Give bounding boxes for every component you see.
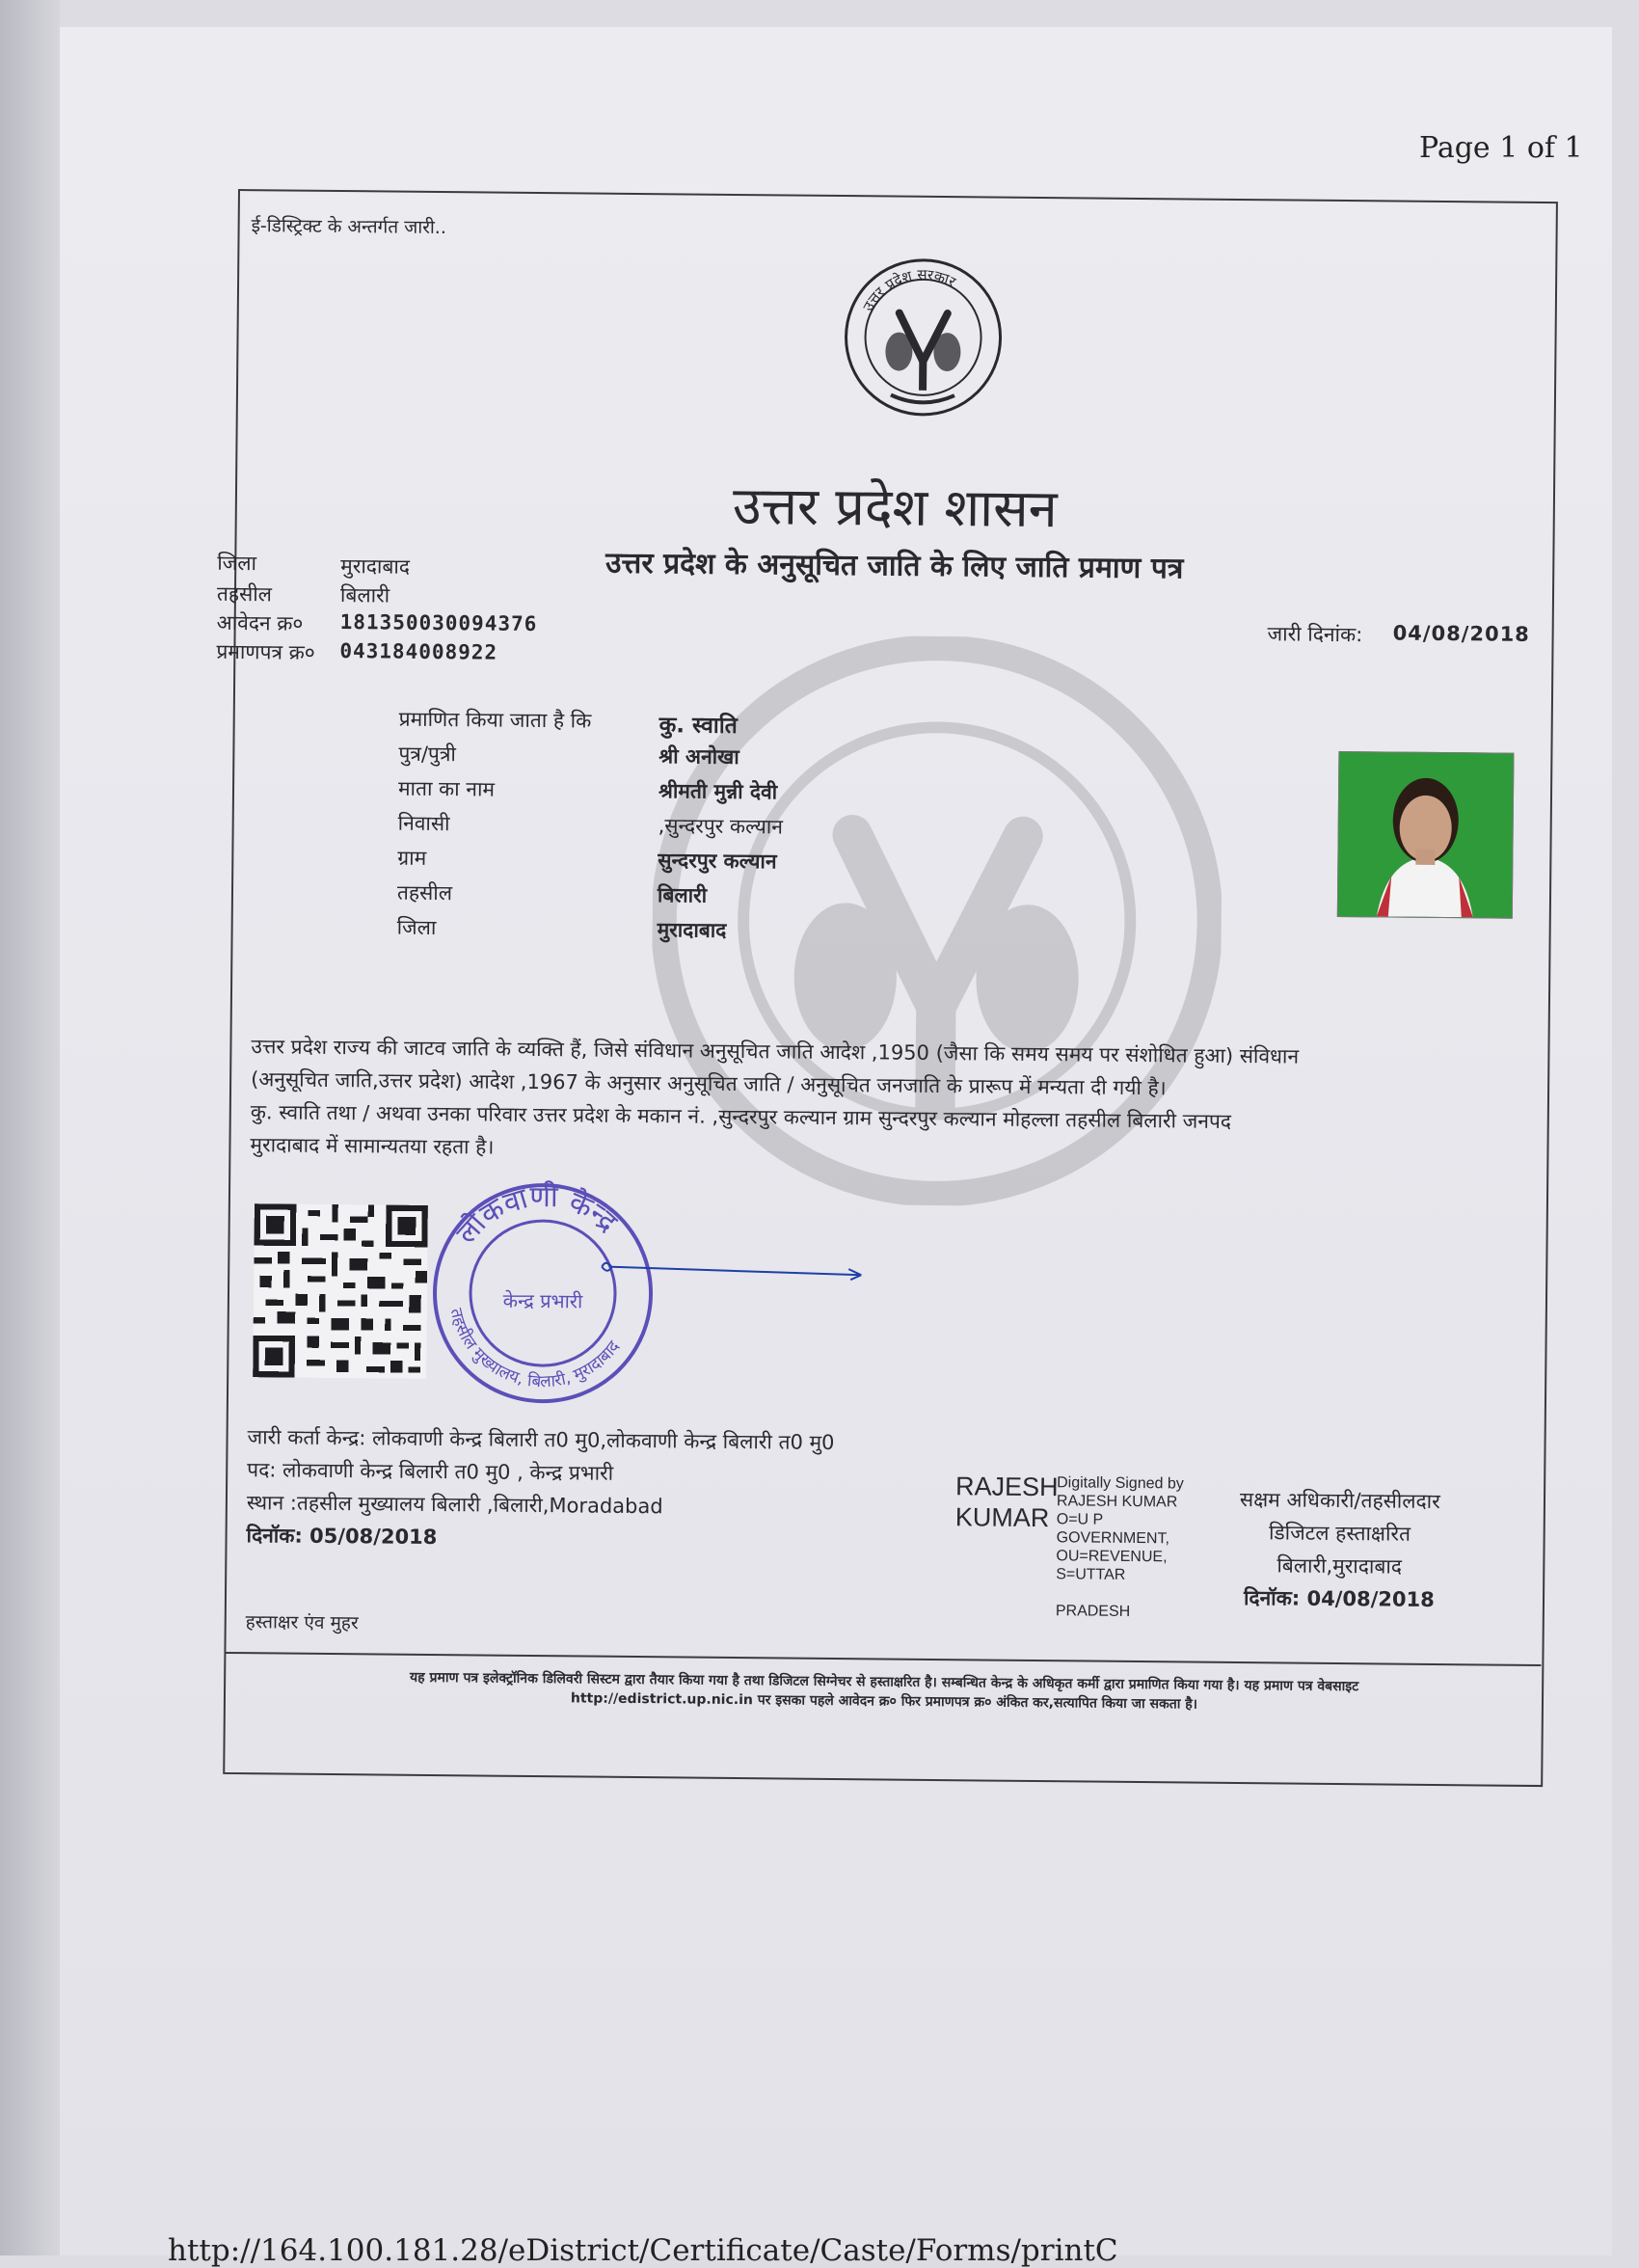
detail-label: माता का नाम — [398, 775, 495, 803]
tehsil-value: बिलारी — [340, 581, 390, 608]
application-label: आवेदन क्र० — [217, 609, 304, 637]
qr-code — [253, 1203, 428, 1379]
certificate-body — [250, 1030, 1523, 1174]
residence-value: ,सुन्दरपुर कल्यान — [658, 812, 784, 840]
tehsil-detail-value: बिलारी — [658, 881, 707, 908]
svg-text:तहसील मुख्यालय, बिलारी, मुरादा — [445, 1307, 625, 1392]
digital-signature-info: Digitally Signed by RAJESH KUMAR O=U P GOVERNMENT, OU=REVENUE, S=UTTAR PRADESH — [1056, 1473, 1184, 1621]
detail-label: पुत्र/पुत्री — [398, 741, 456, 769]
divider — [225, 1652, 1541, 1666]
issuer-info — [246, 1420, 834, 1557]
district-label: जिला — [217, 550, 256, 577]
issuer-line: पद: लोकवाणी केन्द्र बिलारी त0 मु0 , केन्द्र प्रभारी — [247, 1453, 834, 1492]
svg-text:उत्तर प्रदेश सरकार — [859, 265, 959, 314]
detail-label: ग्राम — [397, 845, 426, 872]
verification-note: यह प्रमाण पत्र इलेक्ट्रॉनिक डिलिवरी सिस्टम द्वारा तैयार किया गया है तथा डिजिटल सिग्नेचर से हस्ताक्षरित है। सम्बन्धित केन्द्र के अधिकृत कर्मी द्वारा प्रमाणित किया गया है। यह प्रमाण पत्र वेबसाइट http://edistrict.up.nic.in पर इसका पहले आवेदन क्र० फिर प्रमाणपत्र क्र० अंकित कर,सत्यापित किया जा सकता है। — [233, 1666, 1535, 1717]
district-value: मुरादाबाद — [340, 553, 410, 580]
detail-label: जिला — [397, 914, 437, 941]
applicant-name: कु. स्वाति — [659, 708, 738, 740]
village-value: सुन्दरपुर कल्यान — [658, 847, 777, 875]
stamp-bottom-text: तहसील मुख्यालय, बिलारी, मुरादाबाद — [445, 1307, 625, 1392]
issue-date-label: जारी दिनांक: — [1267, 620, 1362, 648]
body-line: मुरादाबाद में सामान्यतया रहता है। — [250, 1128, 1522, 1174]
certificate-label: प्रमाणपत्र क्र० — [216, 638, 315, 666]
officer-block — [1239, 1483, 1440, 1616]
issuer-line: स्थान :तहसील मुख्यालय बिलारी ,बिलारी,Moradabad — [247, 1486, 834, 1525]
tehsil-label: तहसील — [217, 580, 272, 608]
header-note: ई-डिस्ट्रिक्ट के अन्तर्गत जारी.. — [252, 212, 447, 239]
digital-signer-name: RAJESH KUMAR — [955, 1471, 1059, 1533]
detail-label: प्रमाणित किया जाता है कि — [399, 706, 592, 735]
father-name: श्री अनोखा — [658, 742, 739, 770]
certificate-frame — [223, 189, 1558, 1787]
issuer-line: जारी कर्ता केन्द्र: लोकवाणी केन्द्र बिलारी त0 मु0,लोकवाणी केन्द्र बिलारी त0 मु0 — [247, 1420, 834, 1459]
detail-label: तहसील — [397, 879, 452, 907]
ink-signature — [596, 1256, 875, 1287]
officer-line: डिजिटल हस्ताक्षरित — [1240, 1516, 1440, 1551]
svg-text:लोकवाणी केन्द्र — [449, 1179, 625, 1252]
issuer-line: दिनॉक: 05/08/2018 — [246, 1519, 833, 1557]
state-emblem-icon — [841, 255, 1007, 420]
officer-line: बिलारी,मुरादाबाद — [1239, 1549, 1439, 1583]
application-number: 181350030094376 — [340, 610, 538, 635]
officer-line: दिनॉक: 04/08/2018 — [1239, 1581, 1439, 1616]
signature-seal-label: हस्ताक्षर एंव मुहर — [246, 1608, 359, 1634]
mother-name: श्रीमती मुन्नी देवी — [658, 777, 777, 805]
applicant-photo — [1337, 751, 1515, 919]
body-line: कु. स्वाति तथा / अथवा उनका परिवार उत्तर प्रदेश के मकान नं. ,सुन्दरपुर कल्यान ग्राम सुन्दरपुर कल्यान मोहल्ला तहसील बिलारी जनपद — [251, 1095, 1523, 1141]
office-stamp — [421, 1172, 664, 1415]
scan-edge — [0, 0, 60, 2255]
body-line: उत्तर प्रदेश राज्य की जाटव जाति के व्यक्ति हैं, जिसे संविधान अनुसूचित जाति आदेश ,1950 (जैसा कि समय समय पर संशोधित हुआ) संविधान — [251, 1030, 1523, 1075]
emblem-text: उत्तर प्रदेश सरकार — [859, 265, 959, 314]
stamp-center-text: केन्द्र प्रभारी — [503, 1289, 584, 1313]
certificate-title: उत्तर प्रदेश शासन — [237, 463, 1554, 547]
document-sheet — [60, 27, 1612, 2255]
stamp-top-text: लोकवाणी केन्द्र — [449, 1179, 625, 1252]
certificate-number: 043184008922 — [339, 639, 497, 664]
print-url: http://164.100.181.28/eDistrict/Certificate/Caste/Forms/printC — [168, 2233, 1118, 2268]
officer-line: सक्षम अधिकारी/तहसीलदार — [1240, 1483, 1440, 1518]
issue-date-value: 04/08/2018 — [1393, 622, 1530, 646]
page-number: Page 1 of 1 — [1419, 131, 1583, 165]
district-detail-value: मुरादाबाद — [658, 916, 727, 944]
certificate-subtitle: उत्तर प्रदेश के अनुसूचित जाति के लिए जाति प्रमाण पत्र — [236, 538, 1552, 590]
body-line: (अनुसूचित जाति,उत्तर प्रदेश) आदेश ,1967 के अनुसार अनुसूचित जाति / अनुसूचित जनजाति के प्रारूप में मन्यता दी गयी है। — [251, 1063, 1523, 1108]
detail-label: निवासी — [398, 810, 450, 838]
